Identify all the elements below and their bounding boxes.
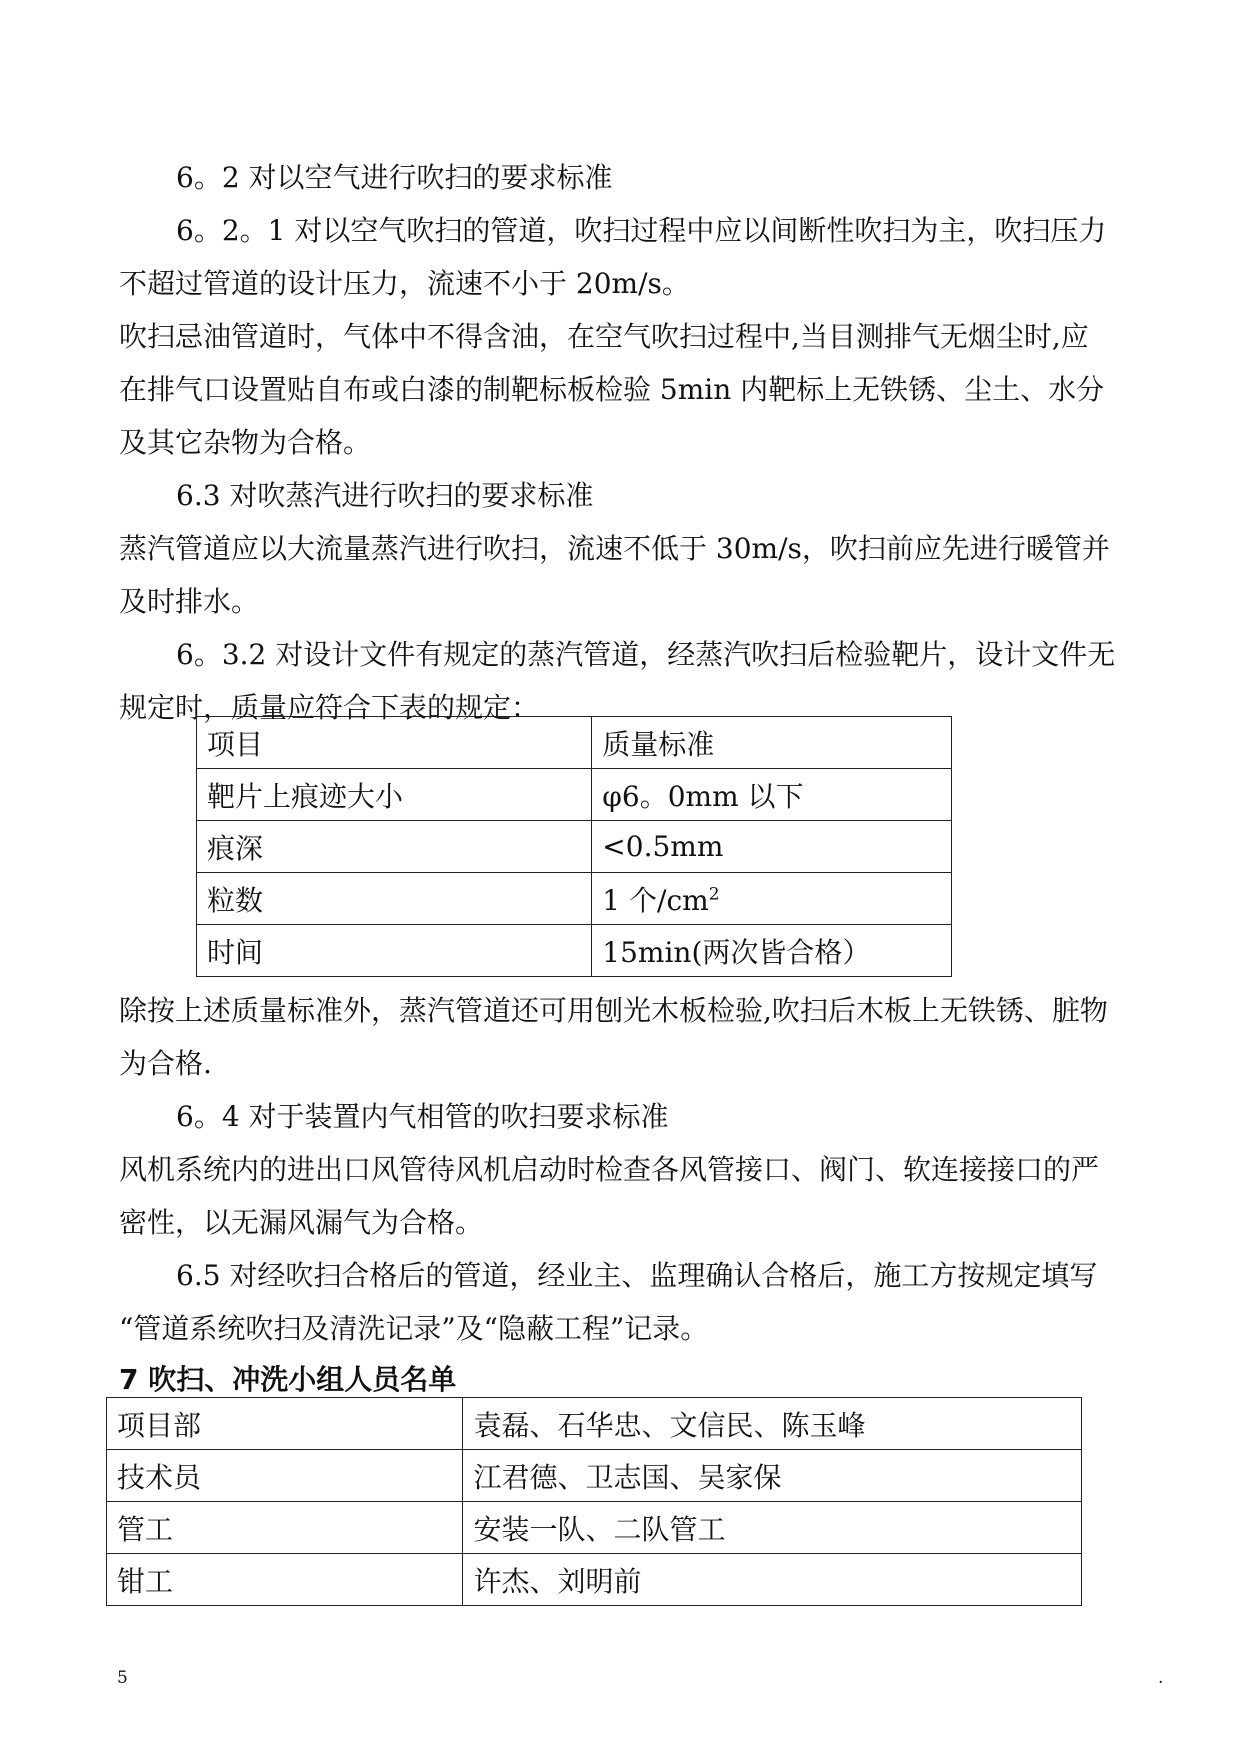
heading-6-2: 6。2 对以空气进行吹扫的要求标准	[176, 161, 613, 194]
table-cell: 靶片上痕迹大小	[197, 769, 592, 821]
table-row	[197, 925, 952, 977]
table-cell: 痕深	[197, 821, 592, 873]
footer-mark: .	[1158, 1668, 1164, 1688]
para-6-3-2-line1: 6。3.2 对设计文件有规定的蒸汽管道，经蒸汽吹扫后检验靶片，设计文件无	[176, 638, 1116, 671]
table-cell: 项目部	[107, 1398, 463, 1450]
para-6-5-line2: “管道系统吹扫及清洗记录”及“隐蔽工程”记录。	[119, 1312, 709, 1345]
particle-count-value: 1 个/cm	[602, 883, 709, 917]
para-wood-line1: 除按上述质量标准外，蒸汽管道还可用刨光木板检验,吹扫后木板上无铁锈、脏物	[119, 994, 1108, 1027]
table-row	[197, 821, 952, 873]
heading-6-4: 6。4 对于装置内气相管的吹扫要求标准	[176, 1100, 669, 1133]
para-6-2-1-line2: 不超过管道的设计压力，流速不小于 20m/s。	[119, 267, 690, 300]
para-6-5-line1: 6.5 对经吹扫合格后的管道，经业主、监理确认合格后，施工方按规定填写	[176, 1259, 1098, 1292]
table-cell: 技术员	[107, 1450, 463, 1502]
staff-table	[106, 1397, 1082, 1606]
para-6-3-2-line2: 规定时，质量应符合下表的规定：	[119, 691, 540, 724]
para-6-2-1-line1: 6。2。1 对以空气吹扫的管道，吹扫过程中应以间断性吹扫为主，吹扫压力	[176, 214, 1107, 247]
table-row	[197, 873, 952, 925]
table-cell: 江君德、卫志国、吴家保	[463, 1450, 1082, 1502]
table-cell: 管工	[107, 1502, 463, 1554]
para-wood-line2: 为合格.	[119, 1047, 212, 1080]
para-fan-line1: 风机系统内的进出口风管待风机启动时检查各风管接口、阀门、软连接接口的严	[119, 1153, 1100, 1186]
table-row	[107, 1554, 1082, 1606]
table-cell: 项目	[197, 717, 592, 769]
table-row	[107, 1398, 1082, 1450]
page-number: 5	[117, 1668, 128, 1688]
table-cell	[592, 873, 952, 925]
table-row	[107, 1450, 1082, 1502]
para-fan-line2: 密性，以无漏风漏气为合格。	[119, 1206, 484, 1239]
table-cell: 袁磊、石华忠、文信民、陈玉峰	[463, 1398, 1082, 1450]
table-cell: 安装一队、二队管工	[463, 1502, 1082, 1554]
table-cell: 粒数	[197, 873, 592, 925]
table-row	[197, 717, 952, 769]
superscript: 2	[708, 884, 720, 905]
section-7-title: 7 吹扫、冲洗小组人员名单	[119, 1363, 457, 1396]
table-cell: 15min(两次皆合格）	[592, 925, 952, 977]
para-oil-line3: 及其它杂物为合格。	[119, 426, 372, 459]
para-oil-line1: 吹扫忌油管道时，气体中不得含油，在空气吹扫过程中,当目测排气无烟尘时,应	[119, 320, 1089, 353]
para-steam-line2: 及时排水。	[119, 585, 260, 618]
table-cell: 时间	[197, 925, 592, 977]
quality-standard-table	[196, 716, 952, 977]
para-steam-line1: 蒸汽管道应以大流量蒸汽进行吹扫，流速不低于 30m/s，吹扫前应先进行暖管并	[119, 532, 1110, 565]
para-oil-line2: 在排气口设置贴自布或白漆的制靶标板检验 5min 内靶标上无铁锈、尘土、水分	[119, 373, 1105, 406]
table-cell: 许杰、刘明前	[463, 1554, 1082, 1606]
table-cell: 钳工	[107, 1554, 463, 1606]
heading-6-3: 6.3 对吹蒸汽进行吹扫的要求标准	[176, 479, 594, 512]
table-row	[107, 1502, 1082, 1554]
table-cell: 质量标准	[592, 717, 952, 769]
table-cell: <0.5mm	[592, 821, 952, 873]
table-cell: φ6。0mm 以下	[592, 769, 952, 821]
table-row	[197, 769, 952, 821]
